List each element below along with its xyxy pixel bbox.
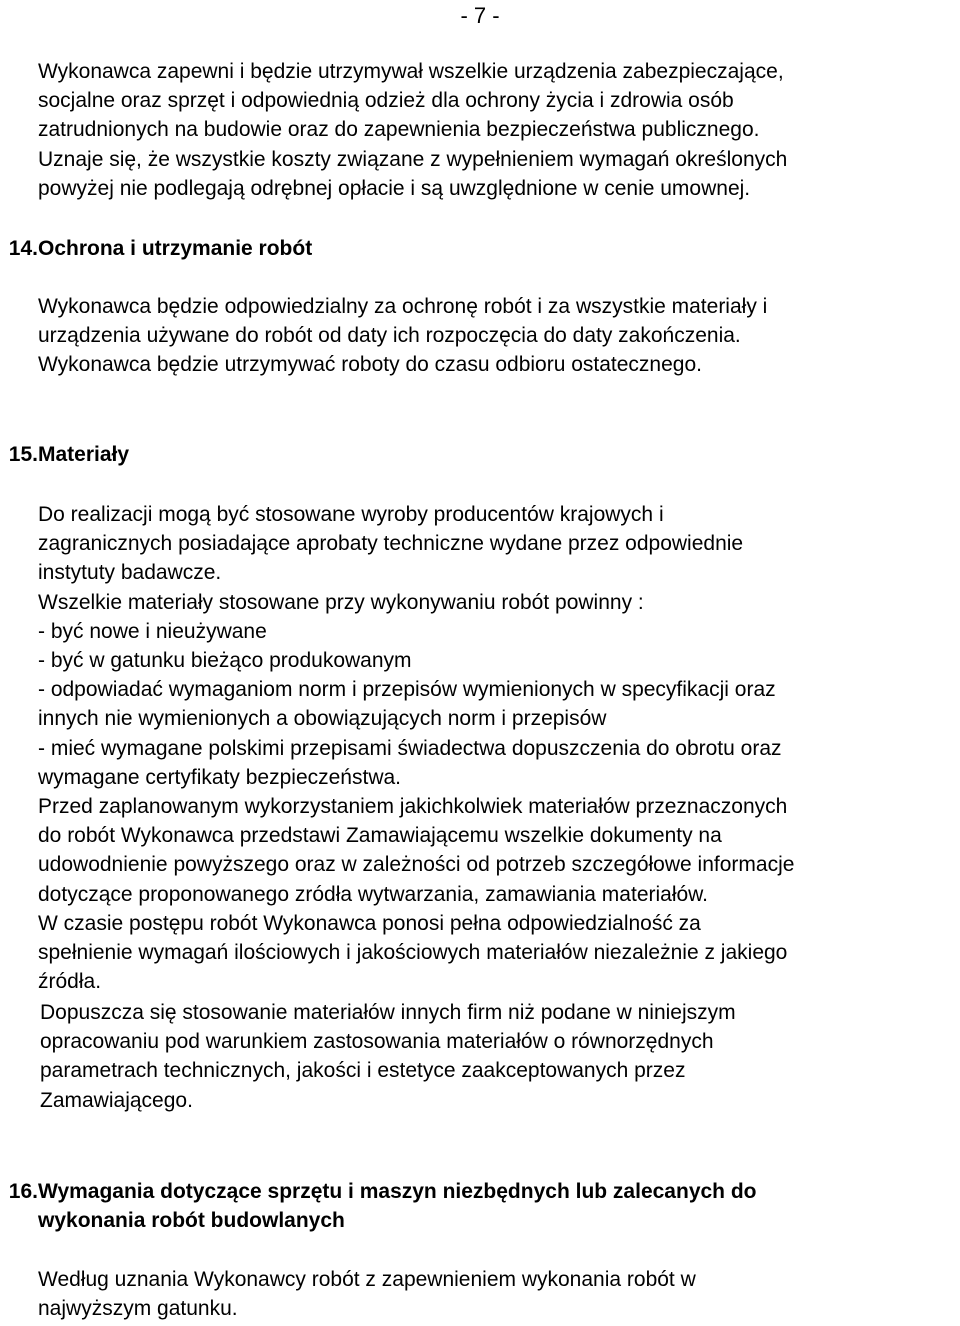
section-15-line: wymagane certyfikaty bezpieczeństwa. xyxy=(38,765,401,789)
section-15-extra-line: opracowaniu pod warunkiem zastosowania materiałów o równorzędnych xyxy=(40,1030,714,1054)
section-15-line: - być w gatunku bieżąco produkowanym xyxy=(38,649,412,673)
section-15-line: - odpowiadać wymaganiom norm i przepisów wymienionych w specyfikacji oraz xyxy=(38,678,776,702)
section-14-number: 14. xyxy=(8,237,38,260)
section-15-title: Materiały xyxy=(38,443,130,466)
section-16-line: najwyższym gatunku. xyxy=(38,1297,238,1321)
section-15-line: dotyczące proponowanego zródła wytwarzania, zamawiania materiałów. xyxy=(38,882,709,906)
intro-line: powyżej nie podlegają odrębnej opłacie i są uwzględnione w cenie umownej. xyxy=(38,176,751,200)
section-15-body xyxy=(38,500,960,996)
section-15-line: instytuty badawcze. xyxy=(38,561,222,585)
section-16-number: 16. xyxy=(8,1180,38,1203)
section-15-extra-line: Zamawiającego. xyxy=(40,1088,193,1112)
section-15-line: źródła. xyxy=(38,970,102,994)
intro-line: socjalne oraz sprzęt i odpowiednią odzież dla ochrony życia i zdrowia osób xyxy=(38,89,734,113)
section-15-line: W czasie postępu robót Wykonawca ponosi pełna odpowiedzialność za xyxy=(38,911,701,935)
section-15-line: - być nowe i nieużywane xyxy=(38,619,267,643)
section-15-line: zagranicznych posiadające aprobaty techniczne wydane przez odpowiednie xyxy=(38,532,744,556)
intro-line: Uznaje się, że wszystkie koszty związane z wypełnieniem wymagań określonych xyxy=(38,147,788,171)
section-15-line: udowodnienie powyższego oraz w zależności od potrzeb szczegółowe informacje xyxy=(38,853,795,877)
section-16-line: Według uznania Wykonawcy robót z zapewnieniem wykonania robót w xyxy=(38,1268,696,1291)
intro-line: zatrudnionych na budowie oraz do zapewnienia bezpieczeństwa publicznego. xyxy=(38,118,760,142)
section-15-number: 15. xyxy=(8,443,38,466)
section-15-line: - mieć wymagane polskimi przepisami świadectwa dopuszczenia do obrotu oraz xyxy=(38,736,782,760)
page-number: - 7 - xyxy=(460,3,500,28)
section-14-line: Wykonawca będzie utrzymywać roboty do czasu odbioru ostatecznego. xyxy=(38,353,702,377)
section-14-line: urządzenia używane do robót od daty ich rozpoczęcia do daty zakończenia. xyxy=(38,324,741,348)
section-15-line: Do realizacji mogą być stosowane wyroby producentów krajowych i xyxy=(38,503,664,526)
section-16-body xyxy=(38,1265,960,1323)
section-14-body xyxy=(38,292,960,380)
section-15-line: Przed zaplanowanym wykorzystaniem jakichkolwiek materiałów przeznaczonych xyxy=(38,795,788,819)
section-14-title: Ochrona i utrzymanie robót xyxy=(38,237,313,260)
section-15-line: do robót Wykonawca przedstawi Zamawiającemu wszelkie dokumenty na xyxy=(38,824,722,848)
section-15-line: innych nie wymienionych a obowiązujących norm i przepisów xyxy=(38,707,607,731)
section-16-title-line: wykonania robót budowlanych xyxy=(38,1209,345,1233)
section-15-extra-line: Dopuszcza się stosowanie materiałów innych firm niż podane w niniejszym xyxy=(40,1001,736,1024)
section-15-line: spełnienie wymagań ilościowych i jakościowych materiałów niezależnie z jakiego xyxy=(38,941,788,965)
intro-line: Wykonawca zapewni i będzie utrzymywał wszelkie urządzenia zabezpieczające, xyxy=(38,60,784,83)
section-15-line: Wszelkie materiały stosowane przy wykonywaniu robót powinny : xyxy=(38,590,644,614)
section-16-title xyxy=(38,1177,960,1235)
section-14-line: Wykonawca będzie odpowiedzialny za ochronę robót i za wszystkie materiały i xyxy=(38,295,768,318)
section-16-title-line: Wymagania dotyczące sprzętu i maszyn niezbędnych lub zalecanych do xyxy=(38,1180,757,1203)
intro-paragraph xyxy=(38,57,960,203)
section-15-extra xyxy=(40,998,960,1115)
section-15-extra-line: parametrach technicznych, jakości i estetyce zaakceptowanych przez xyxy=(40,1059,686,1083)
